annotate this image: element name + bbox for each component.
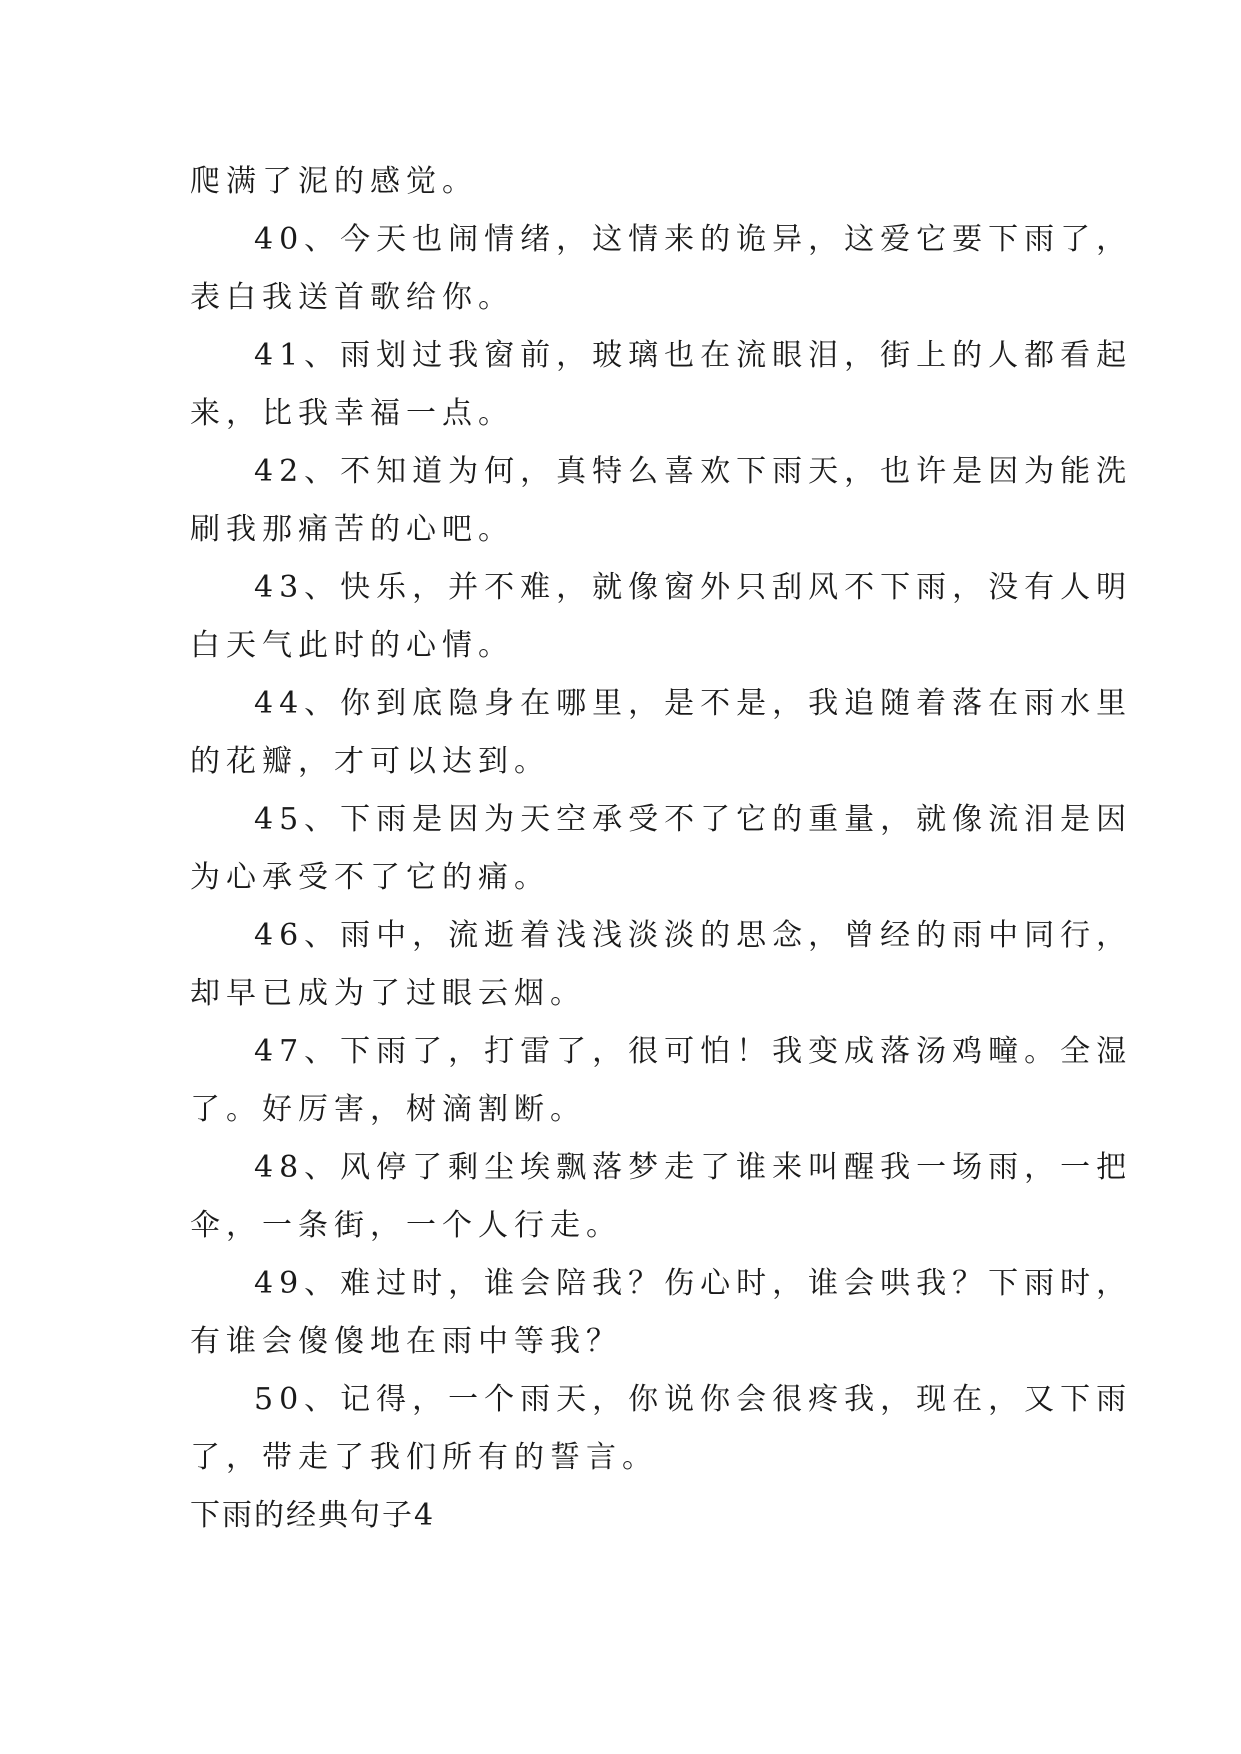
text-line: 50、记得，一个雨天，你说你会很疼我，现在，又下雨 (254, 1382, 1133, 1417)
text-line: 45、下雨是因为天空承受不了它的重量，就像流泪是因 (254, 802, 1133, 837)
text-line: 了，带走了我们所有的誓言。 (190, 1440, 658, 1475)
text-line: 49、难过时，谁会陪我？伤心时，谁会哄我？下雨时， (254, 1266, 1133, 1301)
text-line: 为心承受不了它的痛。 (190, 860, 550, 895)
text-line: 41、雨划过我窗前，玻璃也在流眼泪，街上的人都看起 (254, 338, 1133, 373)
text-line: 40、今天也闹情绪，这情来的诡异，这爱它要下雨了， (254, 222, 1133, 257)
text-line: 白天气此时的心情。 (190, 628, 514, 663)
text-line: 42、不知道为何，真特么喜欢下雨天，也许是因为能洗 (254, 454, 1133, 489)
text-line: 却早已成为了过眼云烟。 (190, 976, 586, 1011)
text-line: 的花瓣，才可以达到。 (190, 744, 550, 779)
text-line: 来，比我幸福一点。 (190, 396, 514, 431)
text-line: 44、你到底隐身在哪里，是不是，我追随着落在雨水里 (254, 686, 1133, 721)
text-line: 表白我送首歌给你。 (190, 280, 514, 315)
text-line: 爬满了泥的感觉。 (190, 164, 478, 199)
text-line: 了。好厉害，树滴割断。 (190, 1092, 586, 1127)
text-line: 43、快乐，并不难，就像窗外只刮风不下雨，没有人明 (254, 570, 1133, 605)
text-line: 刷我那痛苦的心吧。 (190, 512, 514, 547)
section-heading: 下雨的经典句子4 (190, 1498, 436, 1533)
text-line: 伞，一条街，一个人行走。 (190, 1208, 622, 1243)
text-line: 46、雨中，流逝着浅浅淡淡的思念，曾经的雨中同行， (254, 918, 1133, 953)
text-line: 有谁会傻傻地在雨中等我？ (190, 1324, 622, 1359)
text-line: 48、风停了剩尘埃飘落梦走了谁来叫醒我一场雨，一把 (254, 1150, 1133, 1185)
text-line: 47、下雨了，打雷了，很可怕！我变成落汤鸡疃。全湿 (254, 1034, 1133, 1069)
